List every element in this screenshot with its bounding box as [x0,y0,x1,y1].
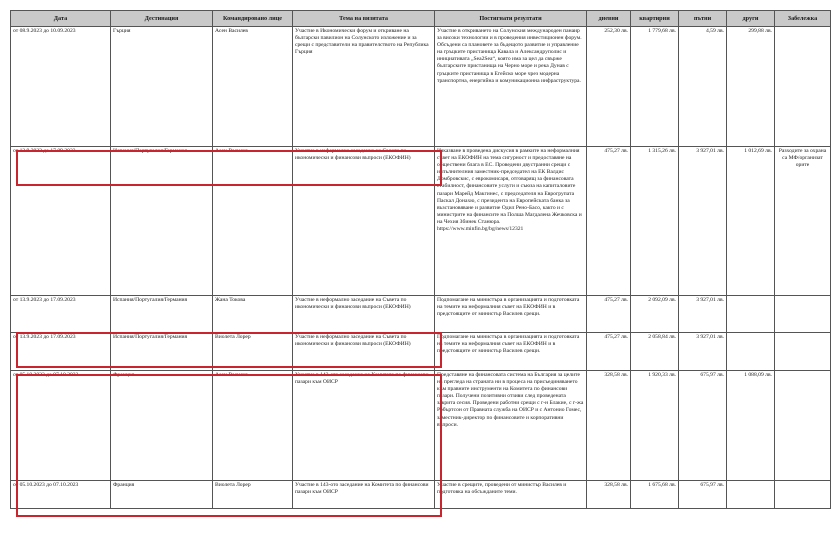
table-row [11,333,831,371]
cell-date: от 08.9.2023 до 10.09.2023 [11,27,111,147]
cell-note [775,333,831,371]
cell-travel: 675,97 лв. [679,481,727,509]
cell-note [775,27,831,147]
cell-travel: 3 927,01 лв. [679,333,727,371]
cell-daily: 475,27 лв. [587,333,631,371]
cell-destination: Франция [111,371,213,481]
cell-destination: Испания/Португалия/Германия [111,147,213,296]
cell-destination: Испания/Португалия/Германия [111,296,213,333]
cell-daily: 252,30 лв. [587,27,631,147]
cell-date: от 13.9.2023 до 17.09.2023 [11,296,111,333]
cell-lodging: 1 920,33 лв. [631,371,679,481]
cell-person: Жана Токова [213,296,293,333]
header-topic: Тема на визитата [293,11,435,27]
cell-topic: Участие в неформално заседание на Съвета по икономически и финансови въпроси (ЕКОФИН) [293,296,435,333]
cell-travel: 3 927,01 лв. [679,296,727,333]
header-person: Командировано лице [213,11,293,27]
cell-destination: Франция [111,481,213,509]
cell-note [775,481,831,509]
table-row [11,27,831,147]
cell-other [727,296,775,333]
cell-topic: Участие в неформално заседание на Съвета по икономически и финансови въпроси (ЕКОФИН) [293,333,435,371]
table-row [11,371,831,481]
cell-note: Разходите за охрана са МФ/организат орите [775,147,831,296]
business-trips-table [10,10,831,509]
cell-note [775,371,831,481]
cell-person: Асен Василев [213,371,293,481]
header-travel: пътни [679,11,727,27]
header-other: други [727,11,775,27]
cell-daily: 328,58 лв. [587,371,631,481]
cell-note [775,296,831,333]
cell-person: Виолета Лорер [213,333,293,371]
cell-topic: Участие в 143-ото заседание на Комитета по финансови пазари към ОИСР [293,371,435,481]
cell-travel: 3 927,01 лв. [679,147,727,296]
header-row [11,11,831,27]
cell-daily: 328,58 лв. [587,481,631,509]
cell-results: Подпомагане на министъра в организацията и подготовката на темите на неформалния съвет на ЕКОФИН и в предстоящите от министър Василев срещи. [435,296,587,333]
cell-lodging: 2 058,84 лв. [631,333,679,371]
cell-daily: 475,27 лв. [587,296,631,333]
scanned-document [10,10,830,520]
cell-results: Изказване в проведена дискусия в рамките на неформалния съвет на ЕКОФИН на тема сигурност и предоставяне на обществени блага в ЕС. Проведени двустранни срещи с изпълнителния заместник-председател на ЕК Валдис Домбровскис, с еврокомисаря, отговарящ за финансовата стабилност, финансовите услуги и съюза на капиталовите пазари Марейд Макгинес, с председателя на Еврогрупата Паскал Донахю, с президента на Европейската банка за възстановяване и развитие Одил Рено-Басо, както и с министрите на финансите на Полша Магдалена Жечковска и на Чехия Збинек Станюра. https://www.minfin.bg/bg/news/12321 [435,147,587,296]
cell-other [727,333,775,371]
header-daily: дневни [587,11,631,27]
cell-date: от 05.10.2023 до 07.10.2023 [11,371,111,481]
table-row [11,147,831,296]
cell-person: Асен Василев [213,147,293,296]
table-row [11,296,831,333]
cell-results: Участие в срещите, проведени от министър Василев и подготовка на обсъжданите теми. [435,481,587,509]
cell-destination: Испания/Португалия/Германия [111,333,213,371]
cell-other: 299,88 лв. [727,27,775,147]
cell-person: Виолета Лорер [213,481,293,509]
cell-topic: Участие в Икономически форум и откриване на български павилион на Солунското изложение и за срещи с представители на правителството на Република Гърция [293,27,435,147]
table-row [11,481,831,509]
cell-results: Участие в откриването на Солунския международен панаир за високи технологии и в проведения инвестиционен форум. Обсъдени са плановете за бъдещото развитие и управление на гръцките пристанища Кавала и Александруполис и инициативата „Sea2Sea“, която има за цел да свърже българските пристанища на Черно море и река Дунав с гръцките пристанища в Егейско море чрез модерна транспортна, енергийна и комуникационна инфраструктура. [435,27,587,147]
cell-daily: 475,27 лв. [587,147,631,296]
cell-date: от 05.10.2023 до 07.10.2023 [11,481,111,509]
cell-other: 1 012,69 лв. [727,147,775,296]
cell-lodging: 1 675,68 лв. [631,481,679,509]
cell-date: от 13.9.2023 до 17.09.2023 [11,333,111,371]
header-note: Забележка [775,11,831,27]
cell-topic: Участие в неформално заседание на Съвета по икономически и финансови въпроси (ЕКОФИН) [293,147,435,296]
cell-destination: Гърция [111,27,213,147]
header-results: Постигнати резултати [435,11,587,27]
cell-travel: 4,59 лв. [679,27,727,147]
cell-lodging: 2 092,09 лв. [631,296,679,333]
cell-lodging: 1 315,26 лв. [631,147,679,296]
cell-results: Представяне на финансовата система на България за целите на прегледа на страната ни в процеса на присъединяването към правните инструменти на Комитета по финансови пазари. Получени позитивни отзиви след проведената закрита сесия. Проведени работни срещи с г-н Блакие, с г-жа Робъртсон от Правната служба на ОИСР и с Антонио Гомес, заместник-директор по финансовите и корпоративни въпроси. [435,371,587,481]
cell-date: от 13.9.2023 до 17.09.2023 [11,147,111,296]
cell-results: Подпомагане на министъра в организацията и подготовката на темите на неформалния съвет на ЕКОФИН и в предстоящите от министър Василев срещи. [435,333,587,371]
cell-travel: 675,97 лв. [679,371,727,481]
cell-lodging: 1 779,68 лв. [631,27,679,147]
header-lodging: квартирни [631,11,679,27]
header-date: Дата [11,11,111,27]
cell-other [727,481,775,509]
cell-other: 1 088,09 лв. [727,371,775,481]
header-destination: Дестинация [111,11,213,27]
cell-person: Асен Василев [213,27,293,147]
cell-topic: Участие в 143-ото заседание на Комитета по финансови пазари към ОИСР [293,481,435,509]
